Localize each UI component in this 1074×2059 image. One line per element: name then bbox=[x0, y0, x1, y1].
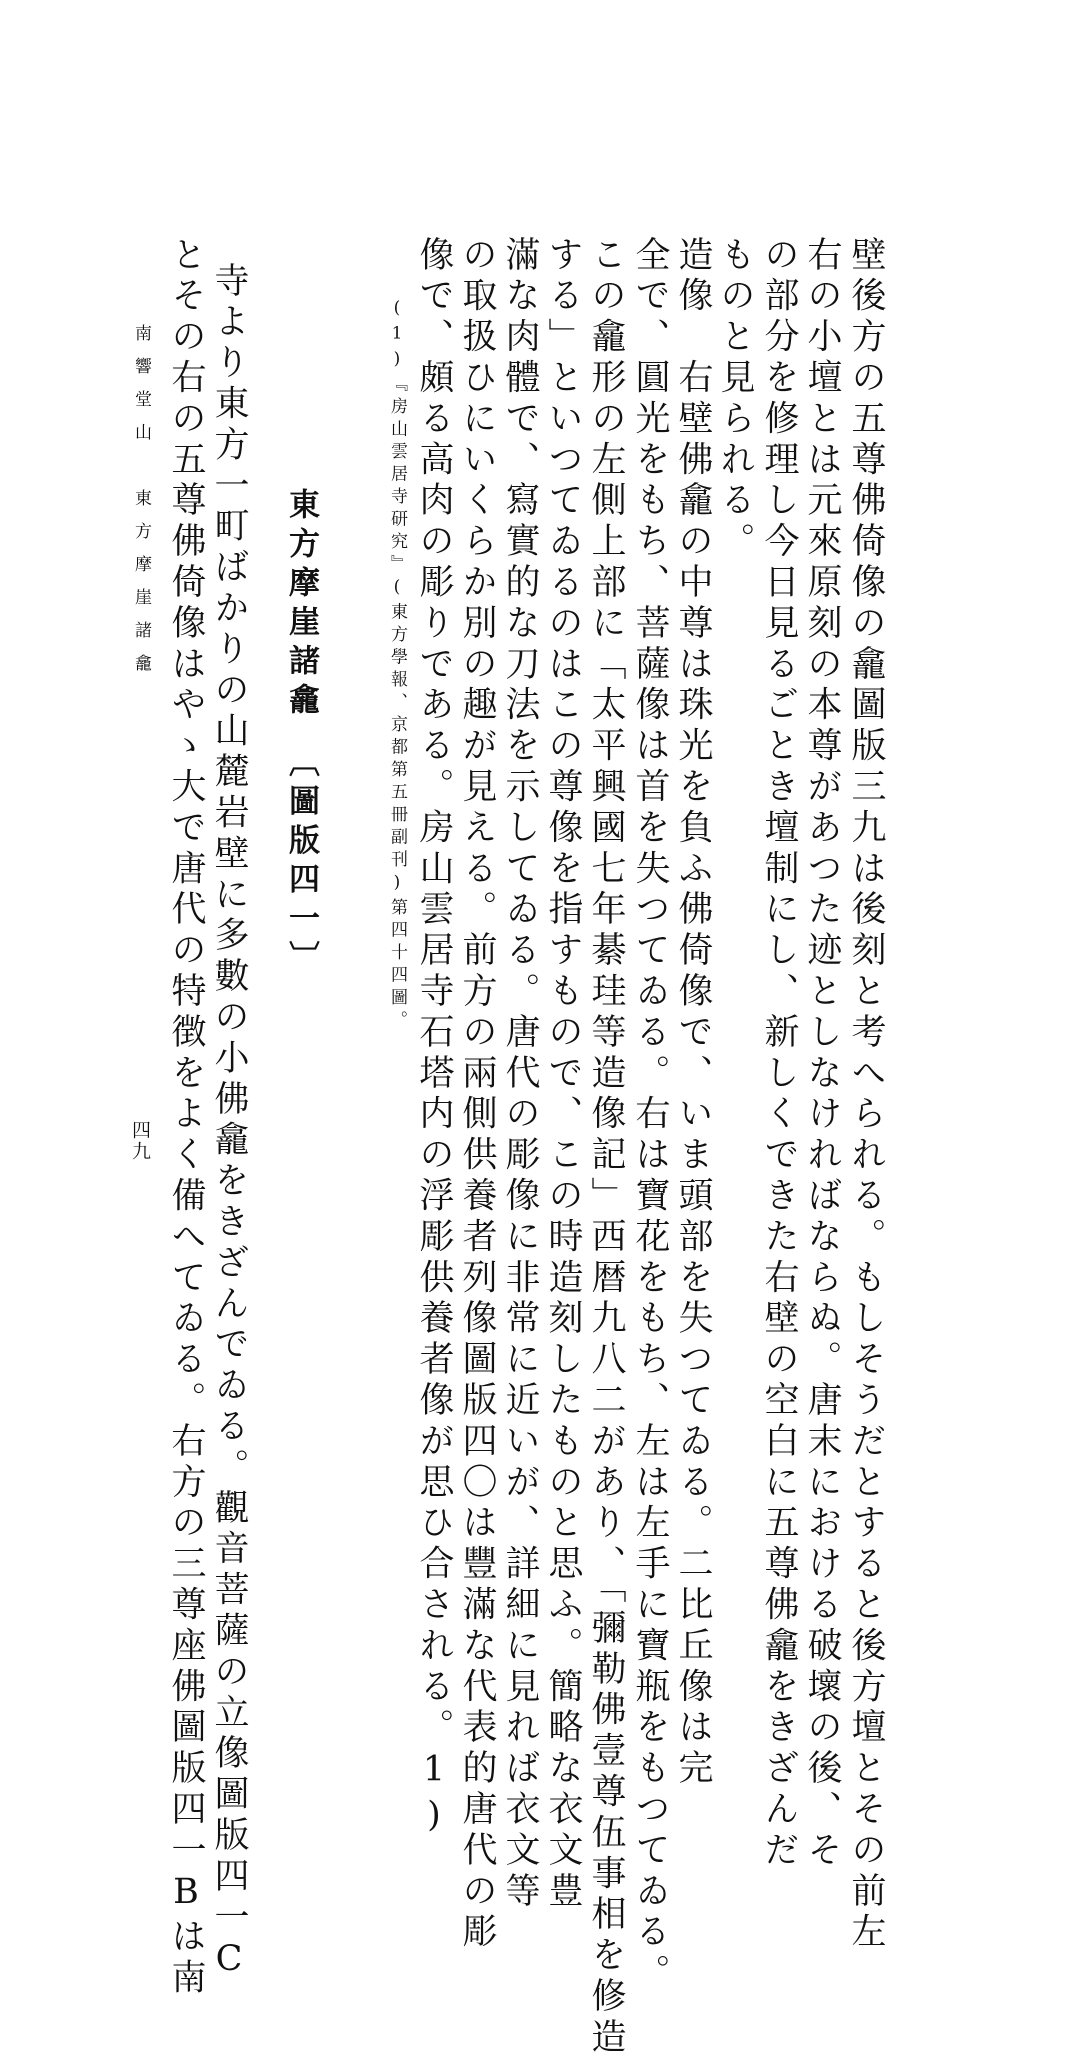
text-line: ものと見られる。 bbox=[715, 236, 755, 564]
running-head: 南響堂山 東方摩崖諸龕 bbox=[131, 324, 151, 687]
text-line: 全で、圓光をもち、菩薩像は首を失つてゐる。右は寶花をもち、左は左手に寶瓶をもつてゐる。 bbox=[630, 236, 670, 1995]
text-line: 造像 右壁佛龕の中尊は珠光を負ふ佛倚像で、いま頭部を失つてゐる。二比丘像は完 bbox=[673, 236, 713, 1791]
text-line: とその右の五尊佛倚像はやゝ大で唐代の特徴をよく備へてゐる。右方の三尊座佛圖版四一Bは南 bbox=[166, 236, 206, 2000]
text-line: の部分を修理し今日見るごとき壇制にし、新しくできた右壁の空白に五尊佛龕をきざんだ bbox=[759, 236, 799, 1872]
text-line: する」といつてゐるのはこの尊像を指すもので、この時造刻したものと思ふ。簡略な衣文豊 bbox=[543, 236, 583, 1913]
page-number: 四九 bbox=[129, 1120, 151, 1162]
footnote: (1)『房山雲居寺研究』(東方學報、京都第五冊副刊)第四十四圖。 bbox=[387, 298, 407, 1033]
text-line: 滿な肉體で、寫實的な刀法を示してゐる。唐代の彫像に非常に近いが、詳細に見れば衣文等 bbox=[500, 236, 540, 1913]
text-line: の取扱ひにいくらか別の趣が見える。前方の兩側供養者列像圖版四〇は豐滿な代表的唐代の彫 bbox=[457, 236, 497, 1954]
text-line: 右の小壇とは元來原刻の本尊があつた迹としなければならぬ。唐末における破壞の後、そ bbox=[802, 236, 842, 1872]
text-line: 像で、頗る高肉の彫りである。房山雲居寺石塔内の浮彫供養者像が思ひ合される。1) bbox=[414, 236, 454, 1842]
section-heading: 東方摩崖諸龕 〔圖版四一〕 bbox=[283, 488, 319, 980]
text-line: この龕形の左側上部に「太平興國七年綦珪等造像記」西暦九八二があり、「彌勒佛壹尊伍事相を修造 bbox=[586, 236, 626, 2059]
text-line: 壁後方の五尊佛倚像の龕圖版三九は後刻と考へられる。もしそうだとすると後方壇とその前左 bbox=[846, 236, 886, 1954]
text-line: 寺より東方一町ばかりの山麓岩壁に多數の小佛龕をきざんでゐる。觀音菩薩の立像圖版四一C bbox=[209, 262, 249, 1985]
